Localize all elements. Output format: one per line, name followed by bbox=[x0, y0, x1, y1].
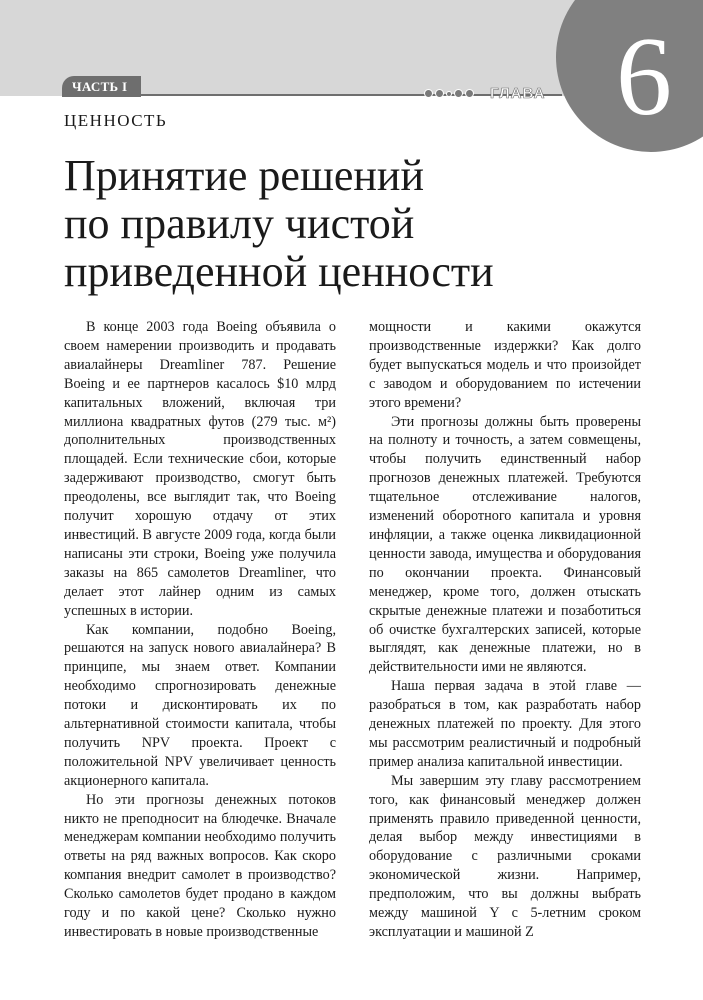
chapter-title bbox=[64, 152, 644, 296]
body-paragraph-continuation: мощности и какими окажутся производственные издержки? Как долго будет выпускаться модель и что произойдет с заводом и оборудованием по истечении этого времени? bbox=[369, 319, 641, 411]
body-paragraph: Но эти прогнозы денежных потоков никто не преподносит на блюдечке. Вначале менеджерам компании необходимо получить ответы на ряд важных вопросов. Как скоро компания внедрит самолет в производство? Сколько самолетов будет продано в каждом году и по какой цене? Сколько нужно инвестировать в новые производственные bbox=[64, 791, 336, 940]
body-paragraph: В конце 2003 года Boeing объявила о своем намерении производить и продавать авиалайнеры Dreamliner 787. Решение Boeing и ее партнеров касалось $10 млрд капитальных вложений, включая три миллиона квадратных футов (279 тыс. м²) дополнительных производственных площадей. Если технические сбои, которые задерживают производство, смогут быть преодолены, все выглядит так, что Boeing получит хорошую отдачу от этих инвестиций. В августе 2009 года, когда были написаны эти строки, Boeing уже получила заказы на 865 самолетов Dreamliner, что делает этот лайнер одним из самых успешных в истории. bbox=[64, 319, 336, 619]
chapter-badge bbox=[556, 0, 703, 152]
body-column-right bbox=[369, 318, 641, 942]
ornament-dot bbox=[454, 89, 463, 98]
ornament-dot bbox=[465, 89, 474, 98]
section-label: ЦЕННОСТЬ bbox=[64, 111, 168, 130]
part-label: ЧАСТЬ I bbox=[62, 76, 141, 97]
body-column-left bbox=[64, 318, 336, 942]
body-paragraph: Эти прогнозы должны быть проверены на полноту и точность, а затем совмещены, чтобы получить единственный набор прогнозов денежных платежей. Требуются тщательное отслеживание налогов, изменений оборотного капитала и уровня инфляции, а также оценка ликвидационной ценности завода, имущества и оборудования по окончании проекта. Финансовый менеджер, кроме того, должен отыскать скрытые денежные платежи и позаботиться об очистке бухгалтерских записей, которые выглядят, как денежные платежи, но в действительности ими не являются. bbox=[369, 413, 641, 676]
chapter-title-line: приведенной ценности bbox=[64, 247, 494, 296]
chapter-number: 6 bbox=[616, 15, 672, 139]
chapter-title-line: Принятие решений bbox=[64, 151, 424, 200]
chapter-dots-ornament bbox=[424, 89, 474, 98]
body-paragraph: Мы завершим эту главу рассмотрением того, как финансовый менеджер должен применять правило приведенной ценности, делая выбор между инвестициями в оборудование с различными сроками экономической жизни. Например, предположим, что вы должны выбрать между машиной Y с 5-летним сроком эксплуатации и машиной Z bbox=[369, 772, 641, 940]
ornament-dot bbox=[446, 91, 452, 97]
body-paragraph: Как компании, подобно Boeing, решаются на запуск нового авиалайнера? В принципе, мы знаем ответ. Компании необходимо спрогнозировать денежные потоки и дисконтировать их по альтернативной стоимости капитала, чтобы получить NPV проекта. Проект с положительной NPV увеличивает ценность акционерного капитала. bbox=[64, 621, 336, 789]
chapter-title-line: по правилу чистой bbox=[64, 199, 415, 248]
ornament-dot bbox=[424, 89, 433, 98]
chapter-word: ГЛАВА bbox=[490, 85, 546, 102]
ornament-dot bbox=[435, 89, 444, 98]
body-paragraph: Наша первая задача в этой главе — разобраться в том, как разработать набор денежных платежей по проекту. Для этого мы рассмотрим реалистичный и подробный пример анализа капитальной инвестиции. bbox=[369, 678, 641, 770]
